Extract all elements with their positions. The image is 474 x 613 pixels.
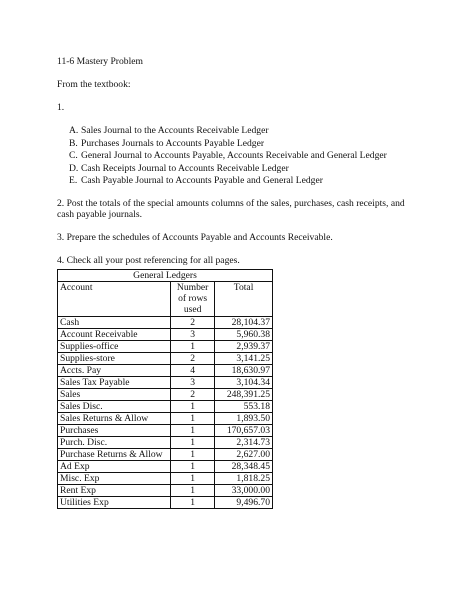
intro-text: From the textbook: [57, 79, 131, 91]
table-row [58, 484, 273, 496]
list-item-text: Cash Receipts Journal to Accounts Receivable Ledger [81, 162, 289, 174]
cell-total: 2,939.37 [215, 340, 273, 352]
cell-account: Utilities Exp [58, 496, 171, 508]
list-item-text: General Journal to Accounts Payable, Accounts Receivable and General Ledger [81, 150, 387, 162]
cell-account: Supplies-store [58, 352, 171, 364]
cell-account: Rent Exp [58, 484, 171, 496]
list-item [69, 163, 417, 174]
cell-rows-used: 2 [171, 388, 215, 400]
item-1-label: 1. [57, 102, 65, 114]
table-row [58, 340, 273, 352]
cell-total: 18,630.97 [215, 364, 273, 376]
cell-rows-used: 1 [171, 472, 215, 484]
page-title: 11-6 Mastery Problem [57, 56, 143, 67]
header-rows-used [171, 282, 215, 316]
table-row [58, 376, 273, 388]
ledger-body [58, 316, 273, 509]
cell-account: Sales Disc. [58, 400, 171, 412]
cell-total: 5,960.38 [215, 328, 273, 340]
cell-account: Purchases [58, 424, 171, 436]
cell-rows-used: 1 [171, 484, 215, 496]
table-row [58, 496, 273, 508]
header-account: Account [58, 282, 171, 316]
cell-account: Sales [58, 388, 171, 400]
cell-account: Misc. Exp [58, 472, 171, 484]
cell-account: Ad Exp [58, 460, 171, 472]
instruction-4: 4. Check all your post referencing for all pages. [57, 255, 240, 267]
cell-rows-used: 3 [171, 376, 215, 388]
cell-total: 9,496.70 [215, 496, 273, 508]
header-rows-line1: Number [176, 282, 209, 294]
document-page [57, 56, 417, 509]
table-row [58, 400, 273, 412]
list-item-letter: D. [69, 162, 79, 174]
cell-account: Account Receivable [58, 328, 171, 340]
cell-total: 248,391.25 [215, 388, 273, 400]
list-item [69, 125, 417, 136]
list-item-text: Sales Journal to the Accounts Receivable Ledger [81, 125, 269, 137]
table-row [58, 424, 273, 436]
table-row [58, 448, 273, 460]
cell-rows-used: 1 [171, 340, 215, 352]
table-row [58, 472, 273, 484]
table-row [58, 436, 273, 448]
table-row [58, 388, 273, 400]
cell-total: 170,657.03 [215, 424, 273, 436]
cell-account: Cash [58, 316, 171, 328]
cell-rows-used: 1 [171, 412, 215, 424]
cell-rows-used: 1 [171, 436, 215, 448]
table-header-row [58, 282, 273, 316]
cell-account: Sales Returns & Allow [58, 412, 171, 424]
table-row [58, 352, 273, 364]
table-row [58, 328, 273, 340]
cell-rows-used: 1 [171, 448, 215, 460]
cell-rows-used: 1 [171, 400, 215, 412]
cell-rows-used: 2 [171, 316, 215, 328]
cell-total: 33,000.00 [215, 484, 273, 496]
cell-total: 2,627.00 [215, 448, 273, 460]
instruction-2: 2. Post the totals of the special amounts columns of the sales, purchases, cash receipts, and cash payable journals. [57, 198, 405, 221]
cell-account: Purchase Returns & Allow [58, 448, 171, 460]
list-item-text: Cash Payable Journal to Accounts Payable and General Ledger [81, 175, 323, 187]
instruction-3: 3. Prepare the schedules of Accounts Payable and Accounts Receivable. [57, 232, 333, 244]
cell-total: 1,893.50 [215, 412, 273, 424]
cell-rows-used: 1 [171, 496, 215, 508]
cell-total: 1,818.25 [215, 472, 273, 484]
list-item-letter: E. [69, 175, 78, 187]
cell-total: 28,348.45 [215, 460, 273, 472]
cell-rows-used: 3 [171, 328, 215, 340]
header-total: Total [215, 282, 273, 316]
journal-list [57, 125, 417, 186]
cell-rows-used: 1 [171, 424, 215, 436]
header-rows-line3: used [183, 304, 202, 316]
cell-total: 3,104.34 [215, 376, 273, 388]
table-row [58, 316, 273, 328]
cell-rows-used: 4 [171, 364, 215, 376]
list-item-letter: B. [69, 137, 78, 149]
header-rows-line2: of rows [178, 293, 208, 305]
table-row [58, 412, 273, 424]
table-row [58, 364, 273, 376]
cell-total: 3,141.25 [215, 352, 273, 364]
list-item-letter: C. [69, 150, 78, 162]
list-item-text: Purchases Journals to Accounts Payable Ledger [81, 137, 265, 149]
cell-account: Accts. Pay [58, 364, 171, 376]
cell-account: Sales Tax Payable [58, 376, 171, 388]
table-row [58, 460, 273, 472]
list-item [69, 175, 417, 186]
list-item [69, 138, 417, 149]
cell-total: 553.18 [215, 400, 273, 412]
general-ledger-table [57, 269, 273, 509]
table-caption: General Ledgers [58, 270, 273, 282]
list-item [69, 150, 417, 161]
cell-rows-used: 1 [171, 460, 215, 472]
cell-rows-used: 2 [171, 352, 215, 364]
list-item-letter: A. [69, 125, 79, 137]
cell-account: Supplies-office [58, 340, 171, 352]
cell-account: Purch. Disc. [58, 436, 171, 448]
cell-total: 2,314.73 [215, 436, 273, 448]
cell-total: 28,104.37 [215, 316, 273, 328]
